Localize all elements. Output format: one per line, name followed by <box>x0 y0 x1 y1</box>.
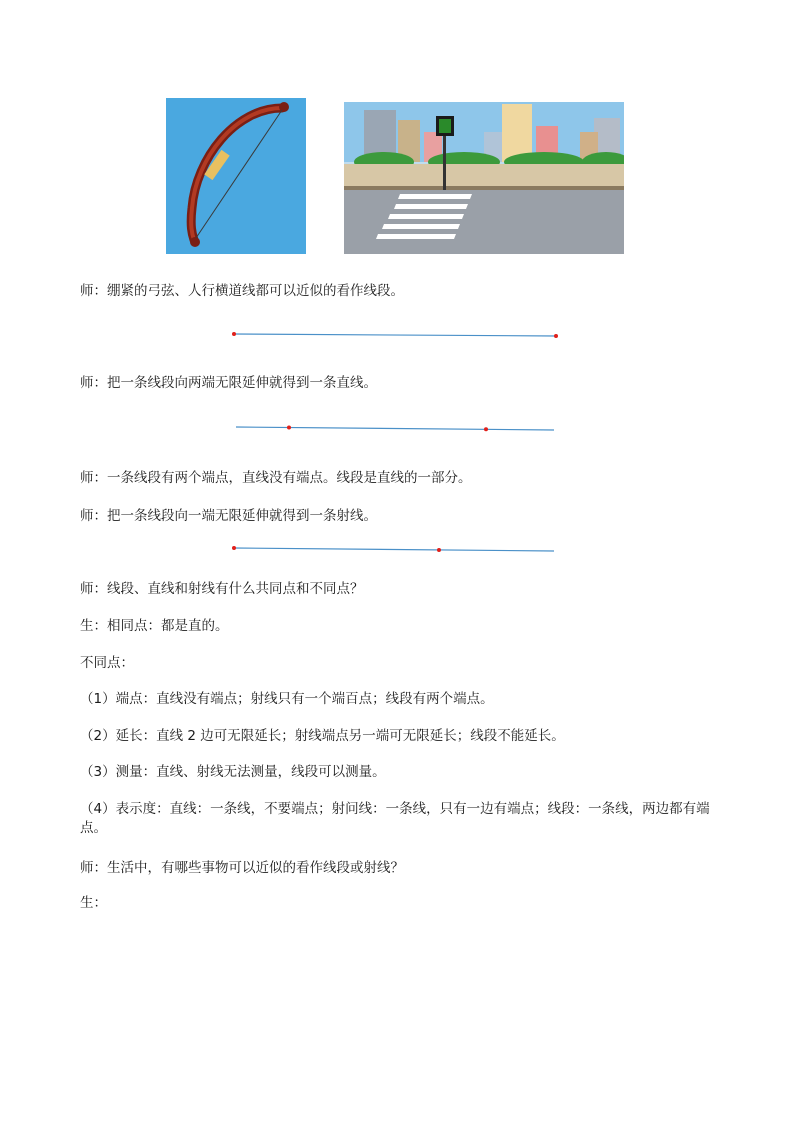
paragraph-difference-3: （3）测量：直线、射线无法测量，线段可以测量。 <box>80 764 386 780</box>
line-segment-figure <box>228 328 558 342</box>
paragraph-difference-4: （4）表示度：直线：一条线，不要端点；射问线：一条线，只有一边有端点；线段：一条线，两边都有端点。 <box>80 801 710 836</box>
straight-line-figure <box>228 422 558 436</box>
straight-line-point-right <box>484 427 488 431</box>
segment-endpoint-right <box>554 334 558 338</box>
crosswalk-illustration <box>344 102 624 254</box>
paragraph-difference-1: （1）端点：直线没有端点；射线只有一个端百点；线段有两个端点。 <box>80 691 494 707</box>
illustration-row <box>166 98 626 256</box>
ray-figure <box>228 542 558 556</box>
ray-endpoint <box>232 546 236 550</box>
straight-line <box>236 427 554 430</box>
paragraph-life-question: 师：生活中，有哪些事物可以近似的看作线段或射线？ <box>80 860 404 876</box>
ray-line <box>234 548 554 551</box>
segment-endpoint-left <box>232 332 236 336</box>
paragraph-line-segment: 师：绷紧的弓弦、人行横道线都可以近似的看作线段。 <box>80 283 404 299</box>
paragraph-ray: 师：把一条线段向一端无限延伸就得到一条射线。 <box>80 508 377 524</box>
straight-line-point-left <box>287 426 291 430</box>
paragraph-similarity: 生：相同点：都是直的。 <box>80 618 229 634</box>
paragraph-student-answer: 生： <box>80 895 107 911</box>
segment-line <box>234 334 556 336</box>
paragraph-straight-line: 师：把一条线段向两端无限延伸就得到一条直线。 <box>80 375 377 391</box>
paragraph-question: 师：线段、直线和射线有什么共同点和不同点？ <box>80 581 364 597</box>
paragraph-endpoints: 师：一条线段有两个端点，直线没有端点。线段是直线的一部分。 <box>80 470 472 486</box>
bow-illustration <box>166 98 306 254</box>
paragraph-difference-heading: 不同点： <box>80 655 134 671</box>
ray-point <box>437 548 441 552</box>
paragraph-difference-2: （2）延长：直线 2 边可无限延长；射线端点另一端可无限延长；线段不能延长。 <box>80 728 565 744</box>
